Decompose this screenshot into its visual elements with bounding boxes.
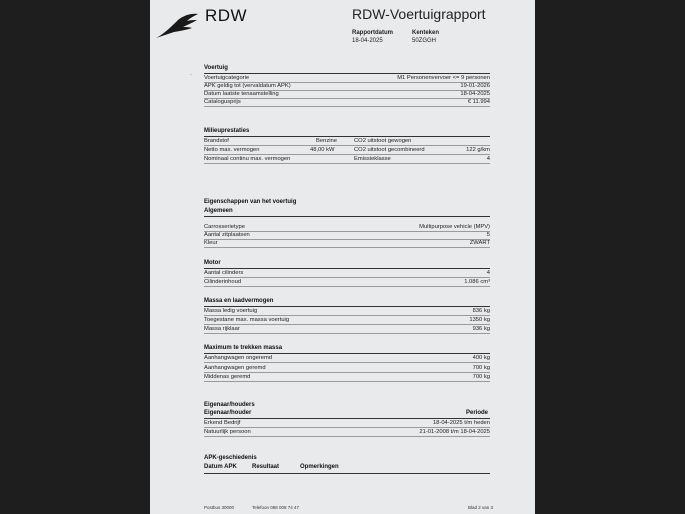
apk-column-date: Datum APK (204, 464, 237, 470)
subsection-trekken-title: Maximum te trekken massa (204, 345, 283, 351)
report-date-label: Rapportdatum (352, 30, 393, 36)
report-page (150, 0, 535, 514)
margin-mark: · (190, 72, 192, 78)
footer-address: Postbus 30000 (204, 505, 235, 510)
table-row: Cilinderinhoud 1.086 cm³ (204, 279, 490, 285)
rdw-logo-icon (154, 12, 200, 40)
table-row: Aantal zitplaatsen 5 (204, 232, 490, 238)
apk-column-remarks: Opmerkingen (300, 464, 339, 470)
subsection-algemeen-title: Algemeen (204, 208, 233, 214)
table-row: Aanhangwagen geremd 700 kg (204, 365, 490, 371)
table-row: Netto max. vermogen 48,00 kW CO2 uitstoot gecombineerd 122 g/km (204, 147, 490, 153)
section-voertuig-title: Voertuig (204, 65, 228, 71)
table-row: Toegestane max. massa voertuig 1350 kg (204, 317, 490, 323)
table-row: Catalogusprijs € 11.994 (204, 99, 490, 105)
table-row: Voertuigcategorie M1 Personenvervoer <= 9 personen (204, 75, 490, 81)
divider (204, 473, 490, 474)
table-row: Erkend Bedrijf 18-04-2025 t/m heden (204, 420, 490, 426)
period-column-header: Periode (466, 410, 489, 416)
divider (204, 216, 490, 217)
table-row: APK geldig tot (vervaldatum APK) 19-01-2026 (204, 83, 490, 89)
report-title: RDW-Voertuigrapport (352, 6, 486, 22)
subsection-motor-title: Motor (204, 260, 221, 266)
subsection-massa-title: Massa en laadvermogen (204, 298, 274, 304)
apk-column-result: Resultaat (252, 464, 280, 470)
table-row: Datum laatste tenaamstelling 18-04-2025 (204, 91, 490, 97)
brand-name: RDW (205, 6, 248, 25)
section-eigenaren-title: Eigenaar/houders (204, 402, 255, 408)
table-row: Aanhangwagen ongeremd 400 kg (204, 355, 490, 361)
report-date: 18-04-2025 (352, 38, 383, 44)
section-apk-title: APK-geschiedenis (204, 455, 257, 461)
table-row: Nominaal continu max. vermogen Emissieklasse 4 (204, 156, 490, 162)
owner-column-header: Eigenaar/houder (204, 410, 252, 416)
table-row: Massa rijklaar 936 kg (204, 326, 490, 332)
footer-page-number: Blad 2 van 3 (468, 505, 494, 510)
plate-number: 50ZGGH (412, 38, 437, 44)
table-row: Brandstof Benzine CO2 uitstoot gewogen (204, 137, 490, 146)
table-row: Natuurlijk persoon 21-01-2008 t/m 18-04-2025 (204, 429, 490, 435)
table-row: Carrosserietype Multipurpose vehicle (MPV) (204, 224, 490, 230)
table-row: Aantal cilinders 4 (204, 270, 490, 276)
plate-label: Kenteken (412, 30, 440, 36)
table-row: Massa ledig voertuig 836 kg (204, 308, 490, 314)
section-eigenschappen-title: Eigenschappen van het voertuig (204, 199, 297, 205)
section-milieu-title: Milieuprestaties (204, 128, 250, 134)
table-row: Middenas geremd 700 kg (204, 374, 490, 380)
footer-phone: Telefoon 088 008 74 47 (252, 505, 300, 510)
table-row: Kleur ZWART (204, 240, 490, 246)
